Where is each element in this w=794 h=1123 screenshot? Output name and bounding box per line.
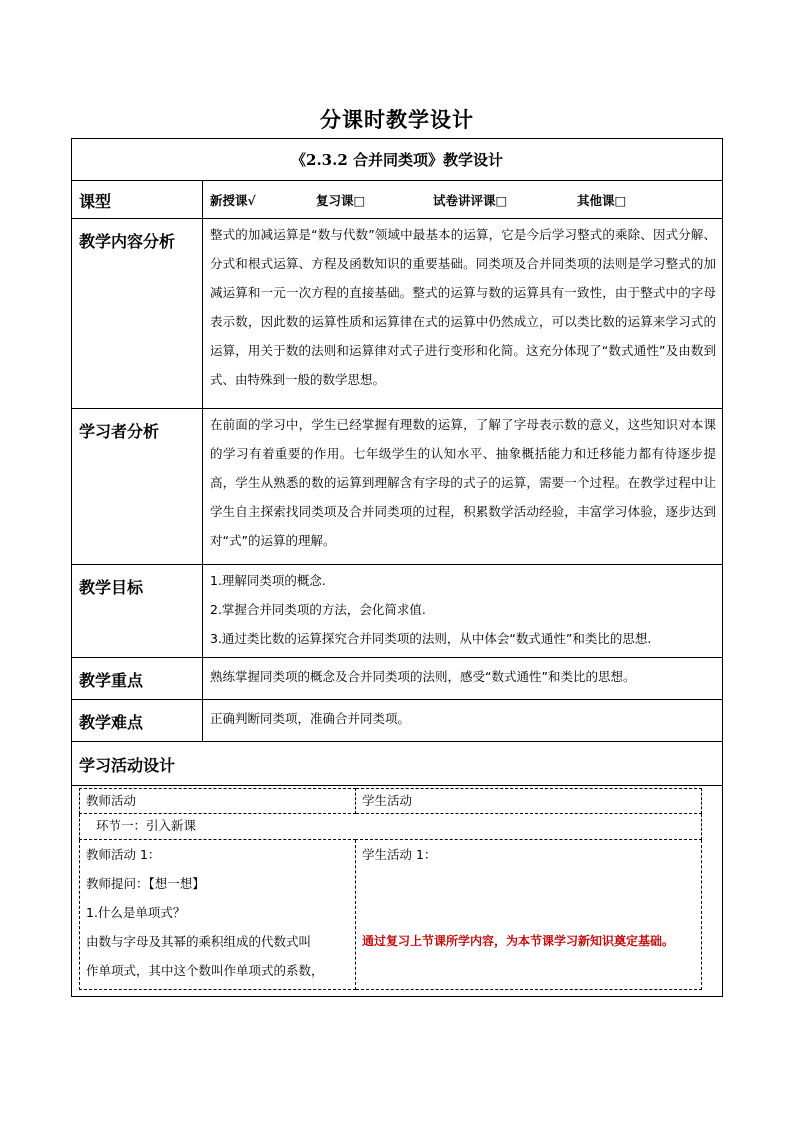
lesson-type-options xyxy=(203,181,723,219)
key-points-text: 熟练掌握同类项的概念及合并同类项的法则，感受“数式通性”和类比的思想。 xyxy=(203,658,723,700)
student-activity-title: 学生活动 1： xyxy=(362,847,437,862)
student-activity-cell xyxy=(356,840,702,990)
lesson-type-new: 新授课√ xyxy=(210,193,256,208)
teacher-activity-header: 教师活动 xyxy=(80,789,356,814)
lesson-subtitle: 《2.3.2 合并同类项》教学设计 xyxy=(72,139,723,181)
difficulties-label: 教学难点 xyxy=(72,700,203,742)
lesson-type-label: 课型 xyxy=(72,181,203,219)
section-intro: 环节一：引入新课 xyxy=(80,814,702,840)
teacher-line: 教师活动 1： xyxy=(86,847,161,862)
objectives-list xyxy=(203,565,723,658)
teacher-line: 由数与字母及其幂的乘积组成的代数式叫 xyxy=(86,934,312,949)
teacher-activity-cell xyxy=(80,840,356,990)
teacher-line: 教师提问：【想一想】 xyxy=(86,876,205,891)
learner-analysis-label: 学习者分析 xyxy=(72,409,203,565)
page-title: 分课时教学设计 xyxy=(320,107,474,132)
activity-table xyxy=(79,788,702,990)
lesson-type-other: 其他课□ xyxy=(577,193,627,208)
lesson-design-table xyxy=(71,138,723,997)
key-points-label: 教学重点 xyxy=(72,658,203,700)
teacher-line: 作单项式，其中这个数叫作单项式的系数， xyxy=(86,963,324,978)
learner-analysis-text: 在前面的学习中，学生已经掌握有理数的运算，了解了字母表示数的意义，这些知识对本课的学习有着重要的作用。七年级学生的认知水平、抽象概括能力和迁移能力都有待逐步提高，学生从熟悉的数的运算到理解含有字母的式子的运算，需要一个过程。在教学过程中让学生自主探索找同类项及合并同类项的过程，积累数学活动经验，丰富学习体验，逐步达到对“式”的运算的理解。 xyxy=(203,409,723,565)
lesson-type-exam: 试卷讲评课□ xyxy=(433,193,508,208)
student-activity-header: 学生活动 xyxy=(356,789,702,814)
objective-item: 1.理解同类项的概念. xyxy=(210,573,326,588)
difficulties-text: 正确判断同类项，准确合并同类项。 xyxy=(203,700,723,742)
teacher-line: 1.什么是单项式？ xyxy=(86,905,186,920)
objective-item: 3.通过类比数的运算探究合并同类项的法则，从中体会“数式通性”和类比的思想. xyxy=(210,631,652,646)
objective-item: 2.掌握合并同类项的方法，会化简求值. xyxy=(210,602,426,617)
objectives-label: 教学目标 xyxy=(72,565,203,658)
student-activity-note: 通过复习上节课所学内容，为本节课学习新知识奠定基础。 xyxy=(362,934,675,948)
content-analysis-label: 教学内容分析 xyxy=(72,219,203,409)
content-analysis-text: 整式的加减运算是“数与代数”领域中最基本的运算，它是今后学习整式的乘除、因式分解、分式和根式运算、方程及函数知识的重要基础。同类项及合并同类项的法则是学习整式的加减运算和一元一次方程的直接基础。整式的运算与数的运算具有一致性，由于整式中的字母表示数，因此数的运算性质和运算律在式的运算中仍然成立，可以类比数的运算来学习式的运算，用关于数的法则和运算律对式子进行变形和化简。这充分体现了“数式通性”及由数到式、由特殊到一般的数学思想。 xyxy=(203,219,723,409)
lesson-type-review: 复习课□ xyxy=(316,193,366,208)
activity-design-label: 学习活动设计 xyxy=(72,742,723,786)
activity-design-area xyxy=(72,786,723,997)
